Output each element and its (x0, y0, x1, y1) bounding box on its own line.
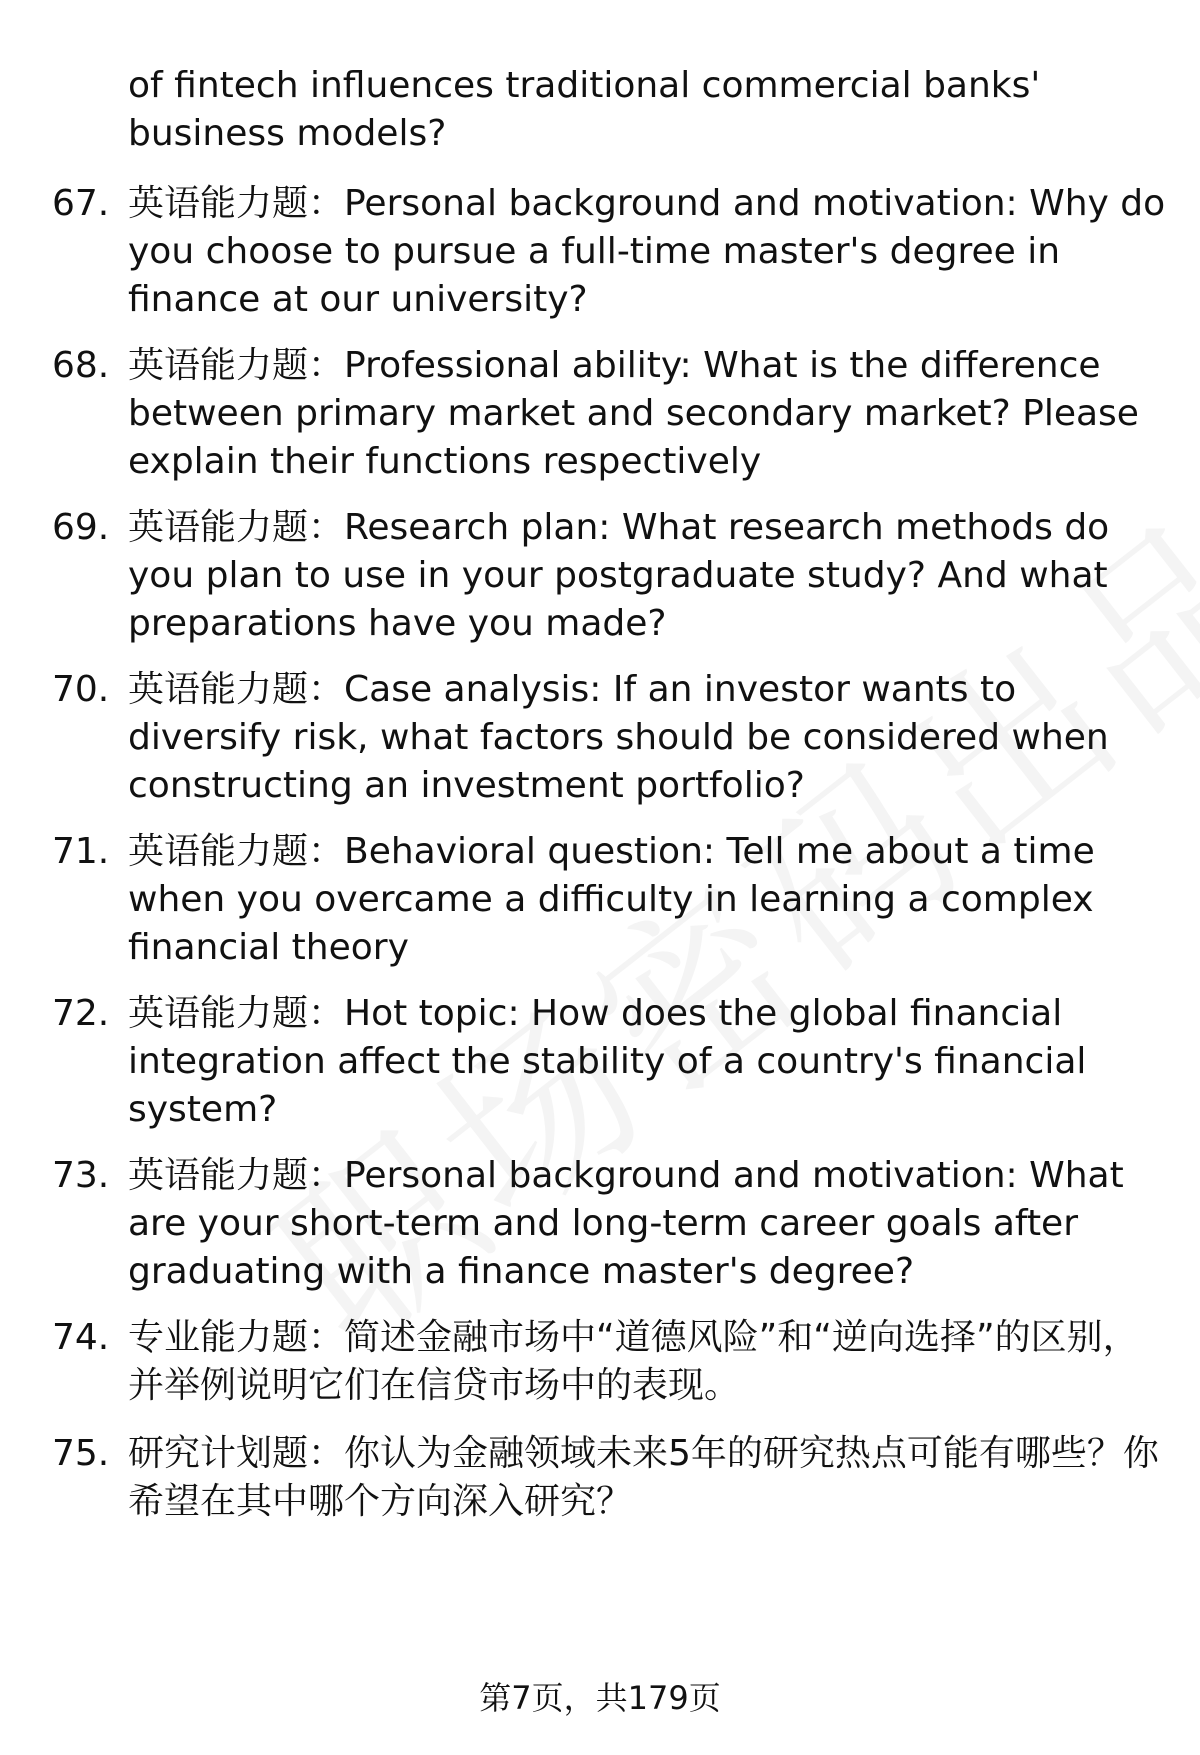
question-number: 68. (52, 345, 110, 386)
question-number: 71. (52, 831, 110, 872)
question-text: 英语能力题：Professional ability: What is the difference between primary market and secondary market? Please explain their functions respectively (128, 345, 1139, 482)
question-text: 研究计划题：你认为金融领域未来5年的研究热点可能有哪些？你希望在其中哪个方向深入研究？ (128, 1433, 1159, 1522)
question-number: 69. (52, 507, 110, 548)
question-text: 英语能力题：Case analysis: If an investor wants to diversify risk, what factors should be considered when constructing an investment portfolio? (128, 669, 1109, 806)
question-number: 72. (52, 993, 110, 1034)
page-footer: 第7页，共179页 (479, 1679, 721, 1717)
question-text: 专业能力题：简述金融市场中“道德风险”和“逆向选择”的区别，并举例说明它们在信贷市场中的表现。 (128, 1317, 1139, 1406)
question-number: 75. (52, 1433, 110, 1474)
question-text: 英语能力题：Personal background and motivation: What are your short-term and long-term career goals after graduating with a finance master's degree? (128, 1155, 1124, 1292)
question-text: 英语能力题：Research plan: What research methods do you plan to use in your postgraduate study? And what preparations have you made? (128, 507, 1110, 644)
carryover-text: of fintech influences traditional commercial banks' business models? (128, 65, 1041, 154)
question-number: 74. (52, 1317, 110, 1358)
question-number: 67. (52, 183, 110, 224)
question-number: 70. (52, 669, 110, 710)
question-number: 73. (52, 1155, 110, 1196)
question-text: 英语能力题：Behavioral question: Tell me about a time when you overcame a difficulty in learning a complex financial theory (128, 831, 1095, 968)
question-text: 英语能力题：Hot topic: How does the global financial integration affect the stability of a country's financial system? (128, 993, 1087, 1130)
question-text: 英语能力题：Personal background and motivation: Why do you choose to pursue a full-time master's degree in finance at our university? (128, 183, 1166, 320)
